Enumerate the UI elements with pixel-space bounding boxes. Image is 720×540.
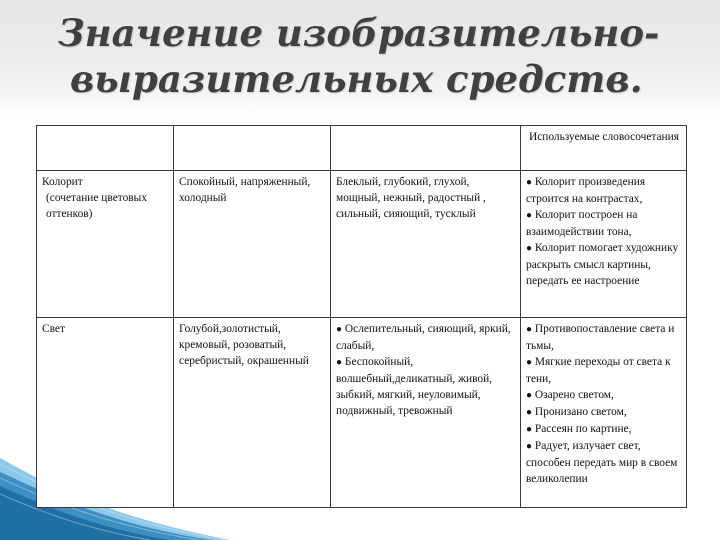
- header-cell-phrases: Используемые словосочетания: [521, 126, 687, 171]
- title-line-2: выразительных средств.: [70, 57, 643, 101]
- list-item: ● Мягкие переходы от света к тени,: [526, 356, 671, 385]
- cell-examples: Голубой,золотистый, кремовый, розоватый, серебристый, окрашенный: [174, 318, 331, 508]
- list-item: ● Противопоставление света и тьмы,: [526, 323, 675, 352]
- table-row: [37, 171, 687, 318]
- table-header-row: [37, 126, 687, 171]
- cell-epithets: [331, 318, 521, 508]
- slide-title: [58, 10, 698, 102]
- title-line-1: Значение изобразительно-: [58, 11, 660, 55]
- list-item: ● Колорит построен на взаимодействии тона,: [526, 209, 638, 238]
- list-item: ● Рассеян по картине,: [526, 423, 632, 435]
- cell-examples: Спокойный, напряженный, холодный: [174, 171, 331, 318]
- header-cell-1: [37, 126, 174, 171]
- header-cell-2: [174, 126, 331, 171]
- header-cell-3: [331, 126, 521, 171]
- cell-phrases: [521, 318, 687, 508]
- list-item: ● Беспокойный, волшебный,деликатный, живой, зыбкий, мягкий, неуловимый, подвижный, тревожный: [336, 356, 493, 417]
- list-item: ● Радует, излучает свет, способен передать мир в своем великолепии: [526, 440, 678, 485]
- table-row: [37, 318, 687, 508]
- term-colorit: Колорит: [42, 176, 83, 188]
- cell-phrases: [521, 171, 687, 318]
- comparison-table: [36, 125, 687, 508]
- list-item: ● Ослепительный, сияющий, яркий, слабый,: [336, 323, 511, 352]
- cell-epithets: Блеклый, глубокий, глухой, мощный, нежный, радостный , сильный, сияющий, тусклый: [331, 171, 521, 318]
- list-item: ● Пронизано светом,: [526, 406, 627, 418]
- list-item: ● Озарено светом,: [526, 389, 614, 401]
- cell-term: Свет: [37, 318, 174, 508]
- term-colorit-note: (сочетание цветовых оттенков): [46, 192, 148, 220]
- list-item: ● Колорит произведения строится на контрастах,: [526, 176, 646, 205]
- list-item: ● Колорит помогает художнику раскрыть смысл картины, передать ее настроение: [526, 242, 679, 287]
- cell-term: [37, 171, 174, 318]
